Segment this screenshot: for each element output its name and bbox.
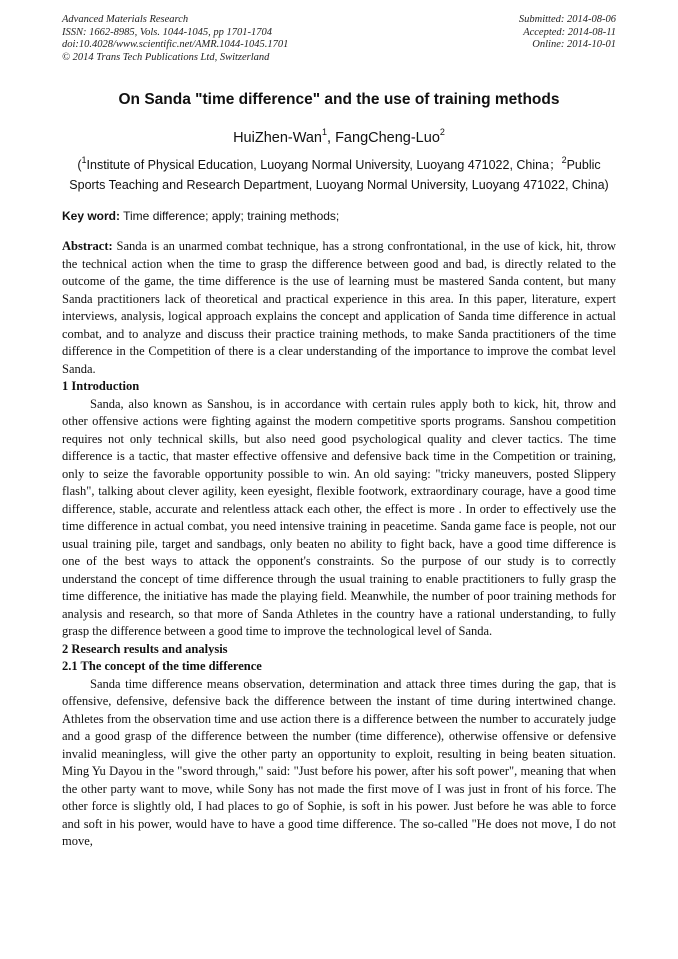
author-separator: , — [327, 129, 336, 146]
author-2: FangCheng-Luo — [335, 129, 440, 146]
section-heading-results: 2 Research results and analysis — [62, 641, 228, 656]
affil-2-sup: 2 — [561, 155, 567, 165]
abstract-label: Abstract: — [62, 239, 113, 253]
author-2-sup: 2 — [439, 127, 445, 137]
affiliations — [62, 151, 616, 195]
subsection-heading-concept: 2.1 The concept of the time difference — [62, 659, 262, 673]
section-heading-introduction: 1 Introduction — [62, 379, 140, 393]
introduction-paragraph: Sanda, also known as Sanshou, is in accordance with certain rules apply both to kick, hit, throw and other offensive actions were fighting against the modern competitive sports programs. Sanshou competition requires not only technical skills, but also need good psychological quality and clever tactics. The time difference is a tactic, that master effective offensive and defensive back time in the Competition or training, only to seize the favorable opportunity possible to win. An old saying: "tricky maneuvers, posted Slippery flash", talking about clever agility, keen eyesight, flexible footwork, extraordinary courage, have a good time difference, stable, accurate and relentless attack each other, the effect is more . In order to effectively use the time difference in actual combat, you need intensive training in peacetime. Sanda game face is people, not our usual training pile, target and sandbags, only beaten no ability to fight back, have a good time difference is one of the best ways to attack the opponent's constraints. So the purpose of our study is to correctly understand the concept of time difference through the usual training to enable practitioners to fully grasp the time difference, the initiative has made the playing field. Meanwhile, the number of poor training methods for analysis and research, so that more of Sanda Athletes in the country have a rational understanding, to fully grasp the difference between a good time to improve the technological level of Sanda. — [62, 396, 616, 638]
author-1: HuiZhen-Wan — [233, 129, 322, 146]
affil-1-sup: 1 — [81, 155, 87, 165]
journal-header-left — [62, 14, 288, 64]
author-line — [62, 122, 616, 149]
affil-2: Public Sports Teaching and Research Department, Luoyang Normal University, Luoyang 471022, China) — [69, 158, 609, 193]
affil-1: Institute of Physical Education, Luoyang Normal University, Luoyang 471022, China； — [86, 158, 562, 173]
keywords — [62, 208, 616, 224]
journal-doi: doi:10.4028/www.scientific.net/AMR.1044-1045.1701 — [62, 39, 289, 50]
online-date: Online: 2014-10-01 — [532, 39, 616, 50]
abstract — [62, 238, 616, 378]
abstract-text: Sanda is an unarmed combat technique, has a strong confrontational, in the use of kick, hit, throw the technical action when the time to grasp the difference between good and bad, is directly related to the outcome of the game, the time difference is the use of learning must be mastered Sanda content, but many Sanda practitioners lack of theoretical and practical experience in this area. In this paper, literature, expert interviews, analysis, logical approach explains the concept and application of Sanda time difference in actual combat, and to analyze and discuss their practice training methods, to make Sanda practitioners of the time difference in the Competition of there is a clear understanding of the importance to improve the combat level Sanda. — [62, 239, 616, 376]
paper-title: On Sanda "time difference" and the use of training methods — [118, 91, 560, 108]
affil-open: ( — [77, 158, 82, 173]
keywords-label: Key word: — [62, 209, 121, 223]
accepted-date: Accepted: 2014-08-11 — [523, 26, 616, 38]
author-1-sup: 1 — [322, 127, 328, 137]
paper-body — [62, 238, 616, 851]
submitted-date: Submitted: 2014-08-06 — [518, 14, 616, 25]
journal-issn: ISSN: 1662-8985, Vols. 1044-1045, pp 1701-1704 — [62, 26, 272, 38]
concept-paragraph: Sanda time difference means observation, determination and attack three times during the gap, that is offensive, defensive, defensive back the difference between the instant of time during intertwined change. Athletes from the observation time and use action there is a difference between the number to accurately judge and a good grasp of the difference between the number (time difference), otherwise offensive or defensive invalid meaningless, will give the other party an opportunity to exploit, resulting in being beaten situation. Ming Yu Dayou in the "sword through," said: "Just before his power, after his soft power", meaning that when the other party want to move, while Sony has not made the first move of I was just in front of his force. The other force is slightly old, I had places to go of Sophie, is soft in his power. Just before he was able to force and soft in his power, would have to have a good time difference. The so-called "He does not move, I do not move, — [62, 676, 616, 848]
journal-name: Advanced Materials Research — [62, 14, 189, 25]
journal-copyright: © 2014 Trans Tech Publications Ltd, Switzerland — [62, 51, 270, 63]
journal-header-right — [519, 14, 616, 52]
keywords-text: Time difference; apply; training methods; — [120, 209, 340, 223]
